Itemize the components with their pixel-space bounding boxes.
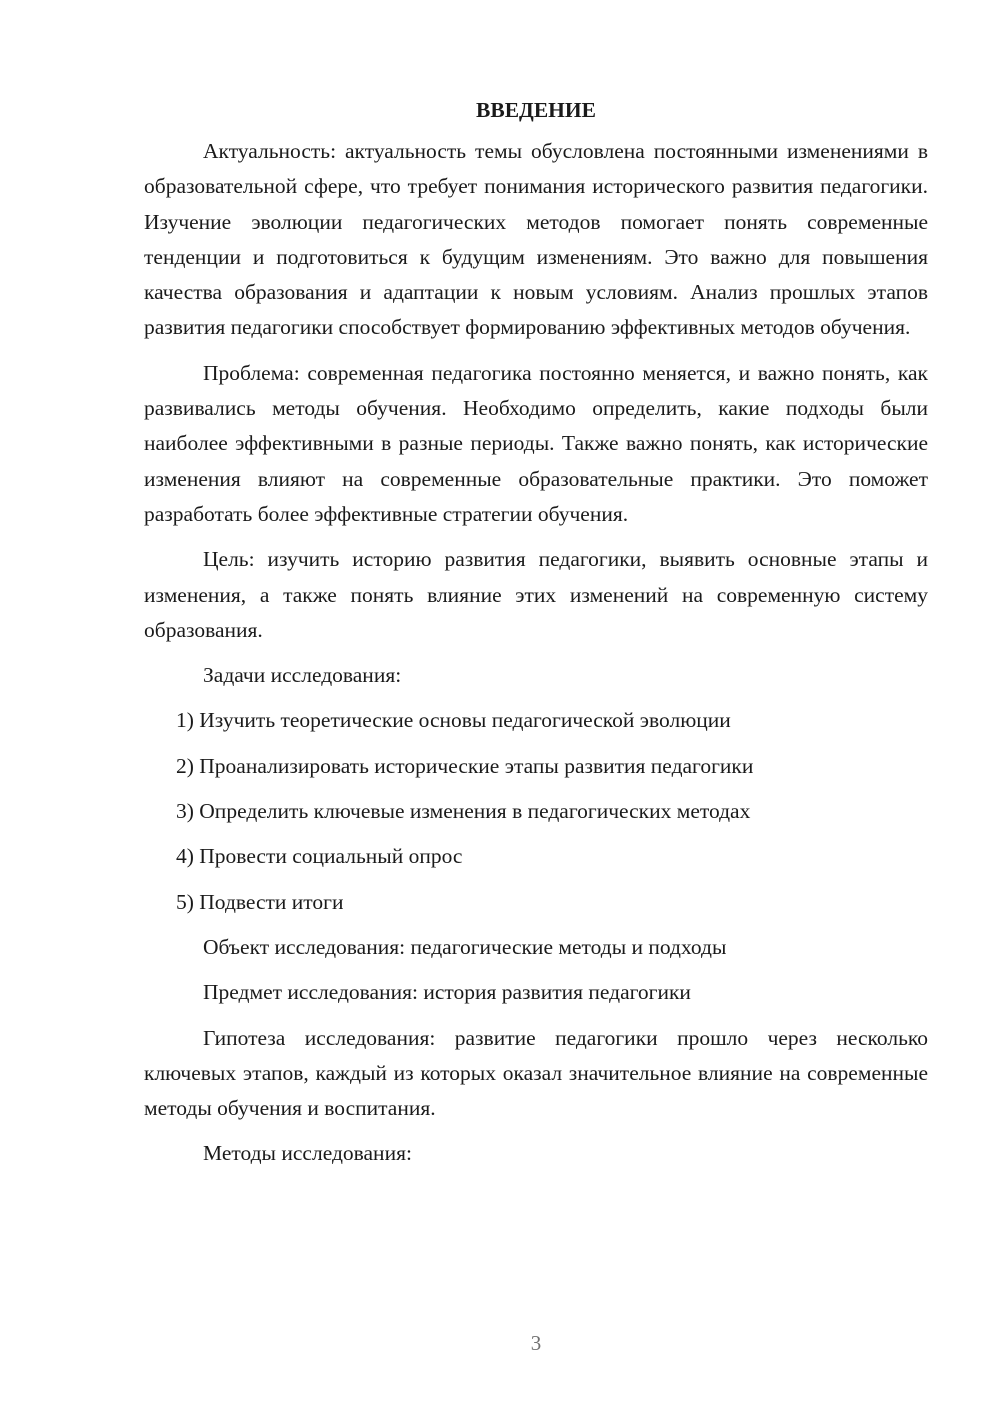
problem-paragraph: Проблема: современная педагогика постоянно меняется, и важно понять, как развивались методы обучения. Необходимо определить, какие подходы были наиболее эффективными в разные периоды. Также важно понять, как исторические изменения влияют на современные образовательные практики. Это поможет разработать более эффективные стратегии обучения. [144,360,928,526]
tasks-list [144,703,928,919]
subject-paragraph: Предмет исследования: история развития педагогики [203,980,691,1005]
page-number: 3 [530,1331,542,1355]
page-title: ВВЕДЕНИЕ [476,98,596,122]
object-paragraph: Объект исследования: педагогические методы и подходы [203,934,727,959]
list-item: 5) Подвести итоги [176,889,344,914]
list-item: 3) Определить ключевые изменения в педагогических методах [176,799,751,824]
list-item: 4) Провести социальный опрос [176,844,463,869]
list-item: 1) Изучить теоретические основы педагогической эволюции [176,708,731,733]
document-body [144,96,928,1182]
hypothesis-paragraph: Гипотеза исследования: развитие педагогики прошло через несколько ключевых этапов, каждый из которых оказал значительное влияние на современные методы обучения и воспитания. [144,1025,928,1121]
methods-label: Методы исследования: [203,1141,412,1166]
goal-paragraph: Цель: изучить историю развития педагогики, выявить основные этапы и изменения, а также понять влияние этих изменений на современную систему образования. [144,547,928,642]
list-item: 2) Проанализировать исторические этапы развития педагогики [176,753,754,778]
tasks-label: Задачи исследования: [203,663,402,688]
relevance-paragraph: Актуальность: актуальность темы обусловлена постоянными изменениями в образовательной сфере, что требует понимания исторического развития педагогики. Изучение эволюции педагогических методов помогает понять современные тенденции и подготовиться к будущим изменениям. Это важно для повышения качества образования и адаптации к новым условиям. Анализ прошлых этапов развития педагогики способствует формированию эффективных методов обучения. [144,139,928,340]
